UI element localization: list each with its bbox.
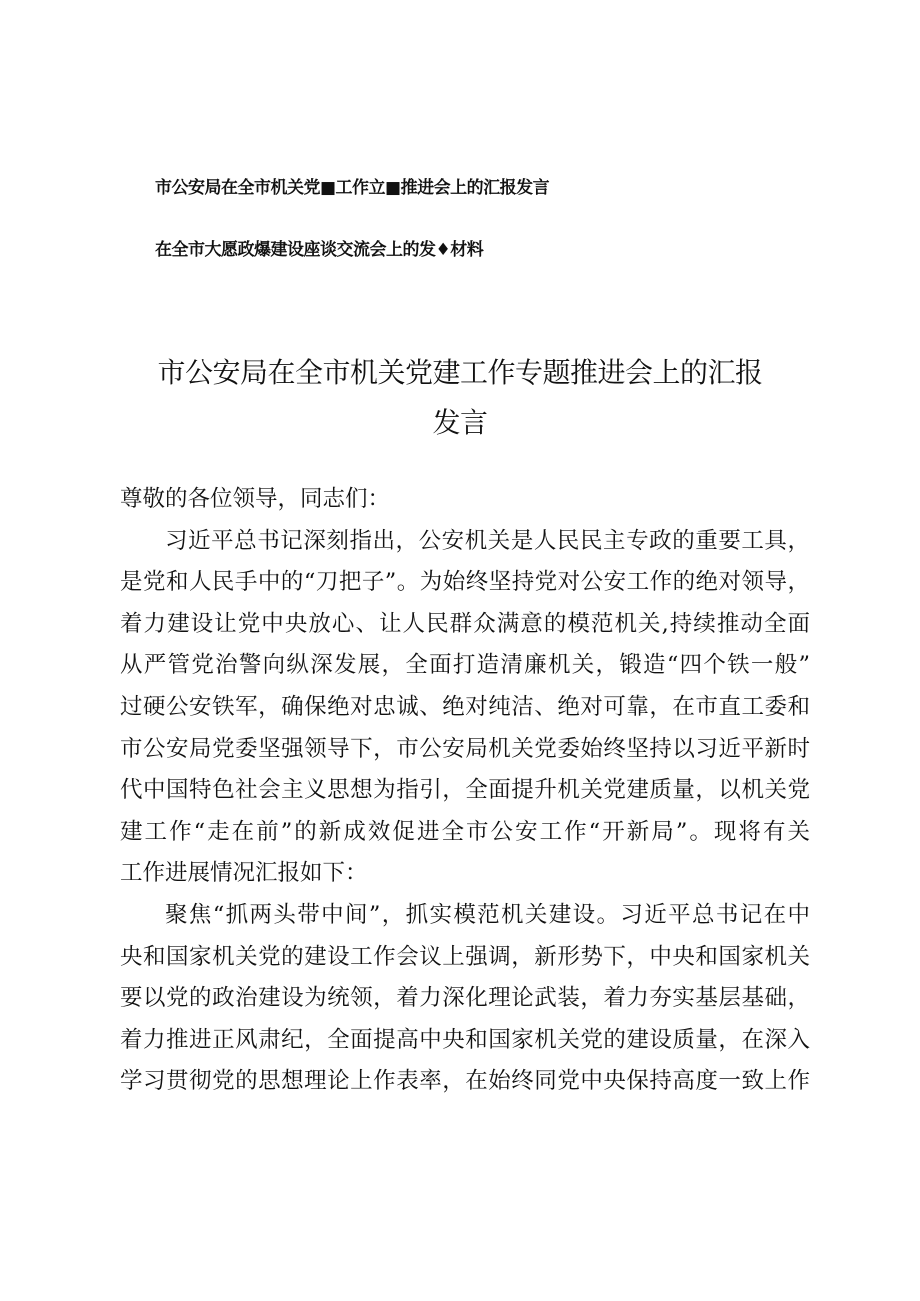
- toc-item[interactable]: 市公安局在全市机关党■工作立■推进会上的汇报发言: [155, 178, 550, 198]
- document-body: [120, 479, 810, 1103]
- title-line: 市公安局在全市机关党建工作专题推进会上的汇报: [157, 356, 763, 389]
- text-line: 着力推进正风肃纪，全面提高中央和国家机关党的建设质量，在深入: [120, 1026, 810, 1053]
- text-line: 从严管党治警向纵深发展，全面打造清廉机关，锻造“四个铁一般”: [120, 652, 810, 679]
- paragraph: [120, 895, 810, 1103]
- text-line: 过硬公安铁军，确保绝对忠诚、绝对纯洁、绝对可靠，在市直工委和: [120, 693, 810, 720]
- text-line: 建工作“走在前”的新成效促进全市公安工作“开新局”。现将有关: [120, 818, 810, 845]
- text-line: 要以党的政治建设为统领，着力深化理论武装，着力夯实基层基础，: [120, 985, 810, 1012]
- text-line: 央和国家机关党的建设工作会议上强调，新形势下，中央和国家机关: [120, 943, 810, 970]
- document-title: [90, 348, 830, 448]
- table-of-contents: [155, 173, 855, 265]
- text-line: 聚焦“抓两头带中间”，抓实模范机关建设。习近平总书记在中: [165, 901, 810, 928]
- text-line: 市公安局党委坚强领导下，市公安局机关党委始终坚持以习近平新时: [120, 735, 810, 762]
- text-line: 工作进展情况汇报如下：: [120, 860, 368, 887]
- text-line: 学习贯彻党的思想理论上作表率，在始终同党中央保持高度一致上作: [120, 1068, 810, 1095]
- text-line: 是党和人民手中的“刀把子”。为始终坚持党对公安工作的绝对领导，: [120, 569, 810, 596]
- text-line: 代中国特色社会主义思想为指引，全面提升机关党建质量，以机关党: [120, 777, 810, 804]
- title-line: 发言: [432, 406, 488, 439]
- text-line: 着力建设让党中央放心、让人民群众满意的模范机关,持续推动全面: [120, 610, 810, 637]
- salutation: 尊敬的各位领导，同志们：: [120, 486, 391, 512]
- text-line: 习近平总书记深刻指出，公安机关是人民民主专政的重要工具，: [165, 527, 810, 554]
- toc-item[interactable]: 在全市大愿政爆建设座谈交流会上的发♦材料: [155, 240, 484, 260]
- paragraph: [120, 521, 810, 895]
